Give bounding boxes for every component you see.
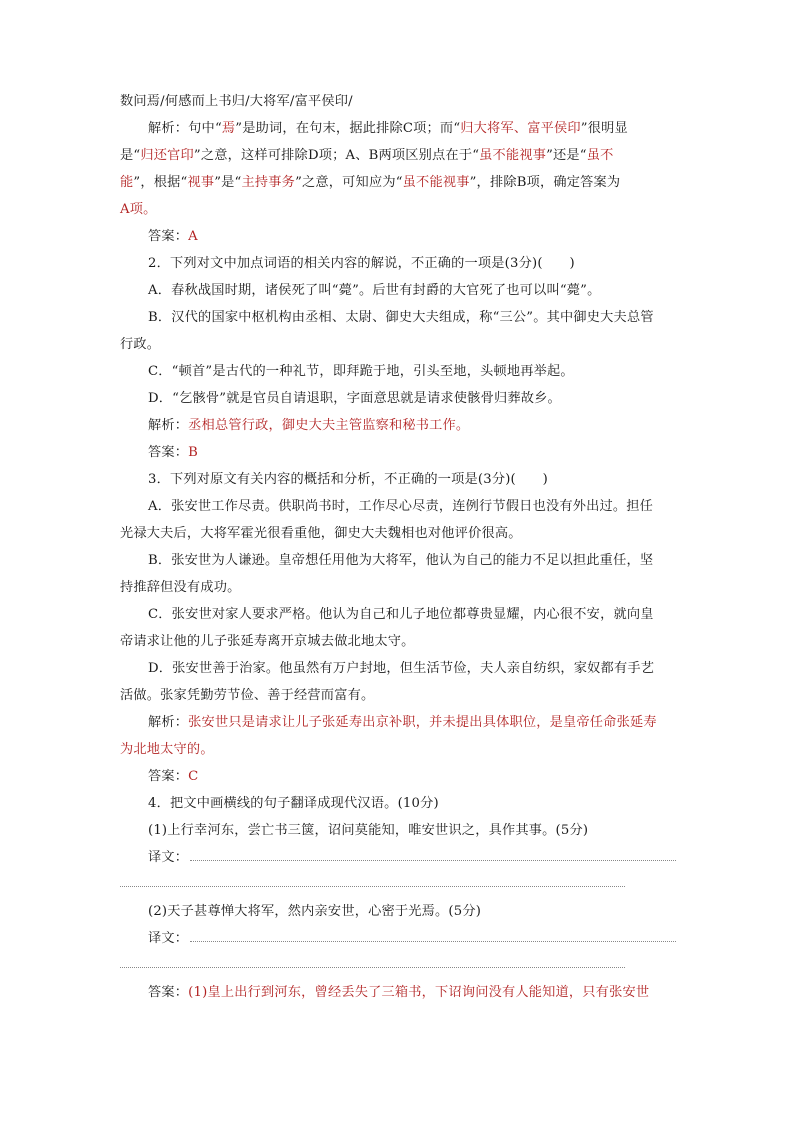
option-c: C．“顿首”是古代的一种礼节，即拜跪于地，引头至地，头顿地再举起。 xyxy=(148,364,574,379)
option-d: D．“乞骸骨”就是官员自请退职，字面意思就是请求使骸骨归葬故乡。 xyxy=(148,391,561,406)
document-page xyxy=(120,88,676,1006)
option-d-cont: 活做。张家凭勤劳节俭、善于经营而富有。 xyxy=(120,688,375,703)
sentence-1: (1)上行幸河东，尝亡书三箧，诏问莫能知，唯安世识之，具作其事。(5分) xyxy=(148,823,589,838)
option-c: C．张安世对家人要求严格。他认为自己和儿子地位都尊贵显耀，内心很不安，就向皇 xyxy=(148,607,654,622)
analysis-line: 能”，根据“视事”是“主持事务”之意，可知应为“虽不能视事”，排除B项，确定答案为 xyxy=(120,175,621,190)
translation-line-1[interactable] xyxy=(120,844,676,871)
translation-line-1b[interactable] xyxy=(120,871,676,898)
analysis-line: 是“归还官印”之意，这样可排除D项；A、B两项区别点在于“虽不能视事”还是“虽不 xyxy=(120,148,614,163)
option-a: A．张安世工作尽责。供职尚书时，工作尽心尽责，连例行节假日也没有外出过。担任 xyxy=(148,499,654,514)
option-a: A．春秋战国时期，诸侯死了叫“薨”。后世有封爵的大官死了也可以叫“薨”。 xyxy=(148,283,601,298)
question-stem: 2．下列对文中加点词语的相关内容的解说，不正确的一项是(3分)( ) xyxy=(148,256,575,271)
answer-line: 答案：A xyxy=(148,229,198,244)
question-stem: 4．把文中画横线的句子翻译成现代汉语。(10分) xyxy=(148,796,439,811)
option-b: B．张安世为人谦逊。皇帝想任用他为大将军，他认为自己的能力不足以担此重任，坚 xyxy=(148,553,654,568)
option-b: B．汉代的国家中枢机构由丞相、太尉、御史大夫组成，称“三公”。其中御史大夫总管 xyxy=(148,310,654,325)
text-line: 数问焉/何感而上书归/大将军/富平侯印/ xyxy=(120,94,353,109)
analysis-line: 解析：丞相总管行政，御史大夫主管监察和秘书工作。 xyxy=(148,418,470,433)
dotted-answer-line xyxy=(190,941,676,942)
translation-label: 译文： xyxy=(148,850,189,865)
answer-line: 答案：B xyxy=(148,445,199,460)
dotted-answer-line xyxy=(190,860,676,861)
answer-line: 答案：(1)皇上出行到河东，曾经丢失了三箱书，下诏询问没有人能知道，只有张安世 xyxy=(148,985,650,1000)
analysis-line: 解析：张安世只是请求让儿子张延寿出京补职，并未提出具体职位，是皇帝任命张延寿 xyxy=(148,715,657,730)
option-b-cont: 行政。 xyxy=(120,337,161,352)
analysis-line: 解析：句中“焉”是助词，在句末，据此排除C项；而“归大将军、富平侯印”很明显 xyxy=(148,121,628,136)
sentence-2: (2)天子甚尊惮大将军，然内亲安世，心密于光焉。(5分) xyxy=(148,904,482,919)
translation-label: 译文： xyxy=(148,931,189,946)
translation-line-2[interactable] xyxy=(120,925,676,952)
option-b-cont: 持推辞但没有成功。 xyxy=(120,580,241,595)
analysis-line: 为北地太守的。 xyxy=(120,742,214,757)
answer-line: 答案：C xyxy=(148,769,199,784)
dotted-answer-line xyxy=(120,886,625,887)
question-stem: 3．下列对原文有关内容的概括和分析，不正确的一项是(3分)( ) xyxy=(148,472,549,487)
analysis-line: A项。 xyxy=(120,202,157,217)
translation-line-2b[interactable] xyxy=(120,952,676,979)
option-d: D．张安世善于治家。他虽然有万户封地，但生活节俭，夫人亲自纺织，家奴都有手艺 xyxy=(148,661,655,676)
dotted-answer-line xyxy=(120,967,625,968)
option-a-cont: 光禄大夫后，大将军霍光很看重他，御史大夫魏相也对他评价很高。 xyxy=(120,526,522,541)
option-c-cont: 帝请求让他的儿子张延寿离开京城去做北地太守。 xyxy=(120,634,415,649)
